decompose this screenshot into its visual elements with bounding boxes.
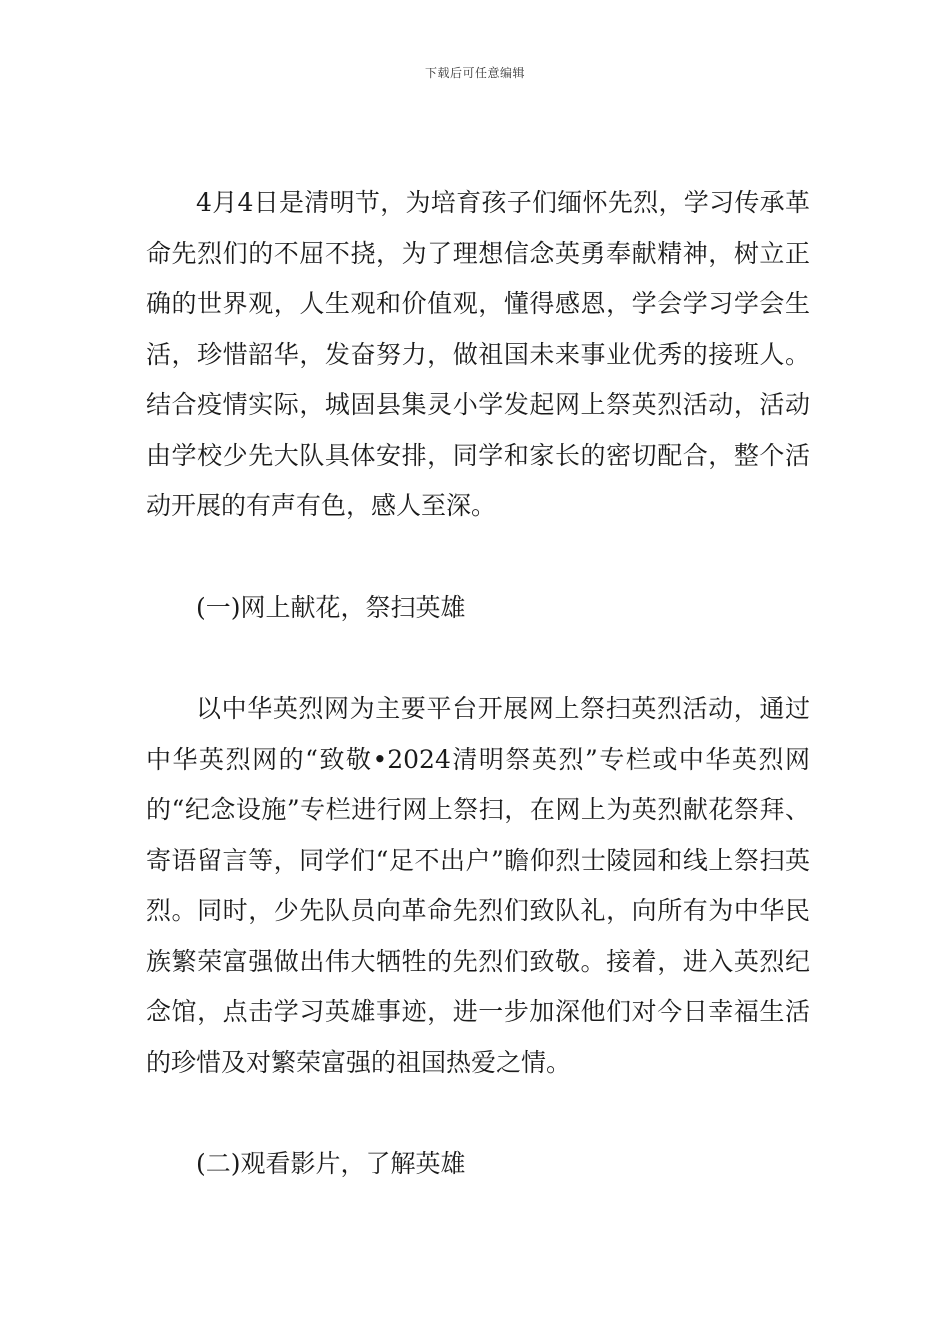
paragraph-spacer <box>146 532 810 583</box>
header-note: 下载后可任意编辑 <box>424 66 525 80</box>
paragraph-online-tribute: 以中华英烈网为主要平台开展网上祭扫英烈活动，通过中华英烈网的“致敬•2024清明祭英烈”专栏或中华英烈网的“纪念设施”专栏进行网上祭扫，在网上为英烈献花祭拜、寄语留言等，同学们“足不出户”瞻仰烈士陵园和线上祭扫英烈。同时，少先队员向革命先烈们致队礼，向所有为中华民族繁荣富强做出伟大牺牲的先烈们致敬。接着，进入英烈纪念馆，点击学习英雄事迹，进一步加深他们对今日幸福生活的珍惜及对繁荣富强的祖国热爱之情。 <box>146 694 810 1077</box>
section-heading-1: (一)网上献花，祭扫英雄 <box>196 592 466 622</box>
document-body <box>146 178 810 1190</box>
section-heading-2: (二)观看影片，了解英雄 <box>196 1149 466 1178</box>
paragraph-spacer <box>146 633 810 684</box>
paragraph-spacer <box>146 1088 810 1139</box>
paragraph-intro: 4月4日是清明节，为培育孩子们缅怀先烈，学习传承革命先烈们的不屈不挠，为了理想信念英勇奉献精神，树立正确的世界观，人生观和价值观，懂得感恩，学会学习学会生活，珍惜韶华，发奋努力，做祖国未来事业优秀的接班人。结合疫情实际，城固县集灵小学发起网上祭英烈活动，活动由学校少先大队具体安排，同学和家长的密切配合，整个活动开展的有声有色，感人至深。 <box>146 188 810 520</box>
